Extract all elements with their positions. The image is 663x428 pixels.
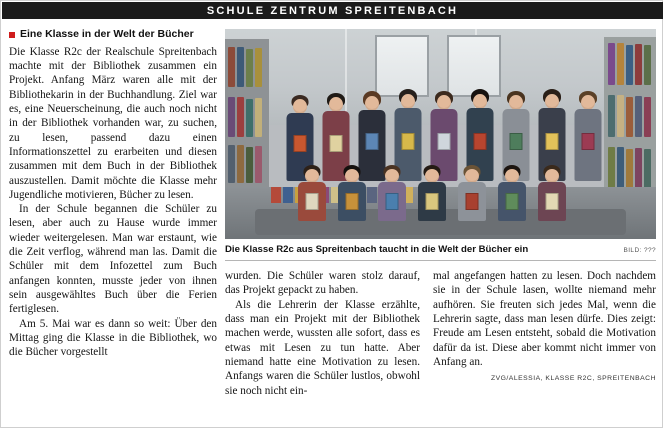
horizontal-rule: [225, 260, 656, 261]
class-photo: [225, 29, 656, 239]
photo-person: [537, 165, 567, 221]
photo-caption-row: [225, 244, 656, 256]
photo-block: [225, 29, 656, 261]
article-headline: Eine Klasse in der Welt der Bücher: [20, 28, 194, 40]
article-column-2: [225, 269, 420, 398]
paragraph: wurden. Die Schüler waren stolz darauf, das Projekt gepackt zu haben.: [225, 270, 420, 297]
photo-person: [573, 91, 603, 181]
article-body-column-3: [433, 269, 656, 369]
paragraph: Am 5. Mai war es dann so weit: Über den Mittag ging die Klasse in die Bibliothek, wo die Bücher vorgestellt: [9, 317, 217, 359]
red-square-icon: [9, 32, 15, 38]
photo-person: [377, 165, 407, 221]
article-column-1: [9, 29, 217, 360]
article-body-column-2: [225, 269, 420, 398]
photo-credit: BILD: ???: [623, 247, 656, 254]
photo-window: [375, 35, 429, 97]
masthead-bar: [2, 2, 663, 19]
paragraph: Die Klasse R2c der Realschule Spreitenbach machte mit der Bibliothek zusammen ein Projekt. Anfang März waren alle mit der Bibliothekarin in der Buchhandlung. Ziel war es, eine Neuerscheinung, die auch noch nicht in der Bibliothek vorhanden war, zu suchen, zu lesen, passend dazu einen Informationszettel zu erarbeiten und diesen zusammen mit dem Buch in der Bibliothek auszustellen. Damit möchte die Klasse mehr Jugendliche motivieren, Bücher zu lesen.: [9, 45, 217, 201]
paragraph: mal angefangen hatten zu lesen. Doch nachdem sie in der Schule lasen, wollte niemand mehr aufhören. Sie freuten sich jedes Mal, wenn die Lehrerin sagte, dass man lesen dürfe. Dies zeigt: Freude am Lesen entsteht, sobald die Motivation dafür da ist. Diese aber kommt nicht immer von Anfang an.: [433, 270, 656, 368]
photo-person: [337, 165, 367, 221]
photo-window: [447, 35, 501, 97]
photo-person: [457, 165, 487, 221]
article-byline: ZVG/ALESSIA, KLASSE R2C, SPREITENBACH: [490, 375, 656, 383]
photo-person: [297, 165, 327, 221]
headline-row: [9, 29, 217, 41]
photo-person: [497, 165, 527, 221]
paragraph: Als die Lehrerin der Klasse erzählte, dass man ein Projekt mit der Bibliothek machen werde, wussten alle sofort, dass es etwas mit Lesen zu tun hatte. Aber niemand hatte eine Motivation zu lesen. Anfangs waren die Schüler lustlos, obwohl sie noch nicht ein-: [225, 298, 420, 397]
photo-bookshelf-right: [604, 37, 656, 197]
photo-person: [417, 165, 447, 221]
article-body-column-1: [9, 45, 217, 360]
photo-caption: Die Klasse R2c aus Spreitenbach taucht in die Welt der Bücher ein: [225, 244, 529, 255]
photo-bookshelf-left: [225, 39, 269, 189]
masthead-title: SCHULE ZENTRUM SPREITENBACH: [206, 4, 459, 17]
paragraph: In der Schule begannen die Schüler zu lesen, aber auch zu Hause wurde immer wieder weitergelesen. Man war erstaunt, wie die Zeit verflog, während man las. Damit die Schüler mit dem Infozettel zum Buch anfangen konnten, musste jeder von ihnen sein ausgewähltes Buch über die Ferien fertiglesen.: [9, 203, 217, 316]
article-column-3: [433, 269, 656, 382]
